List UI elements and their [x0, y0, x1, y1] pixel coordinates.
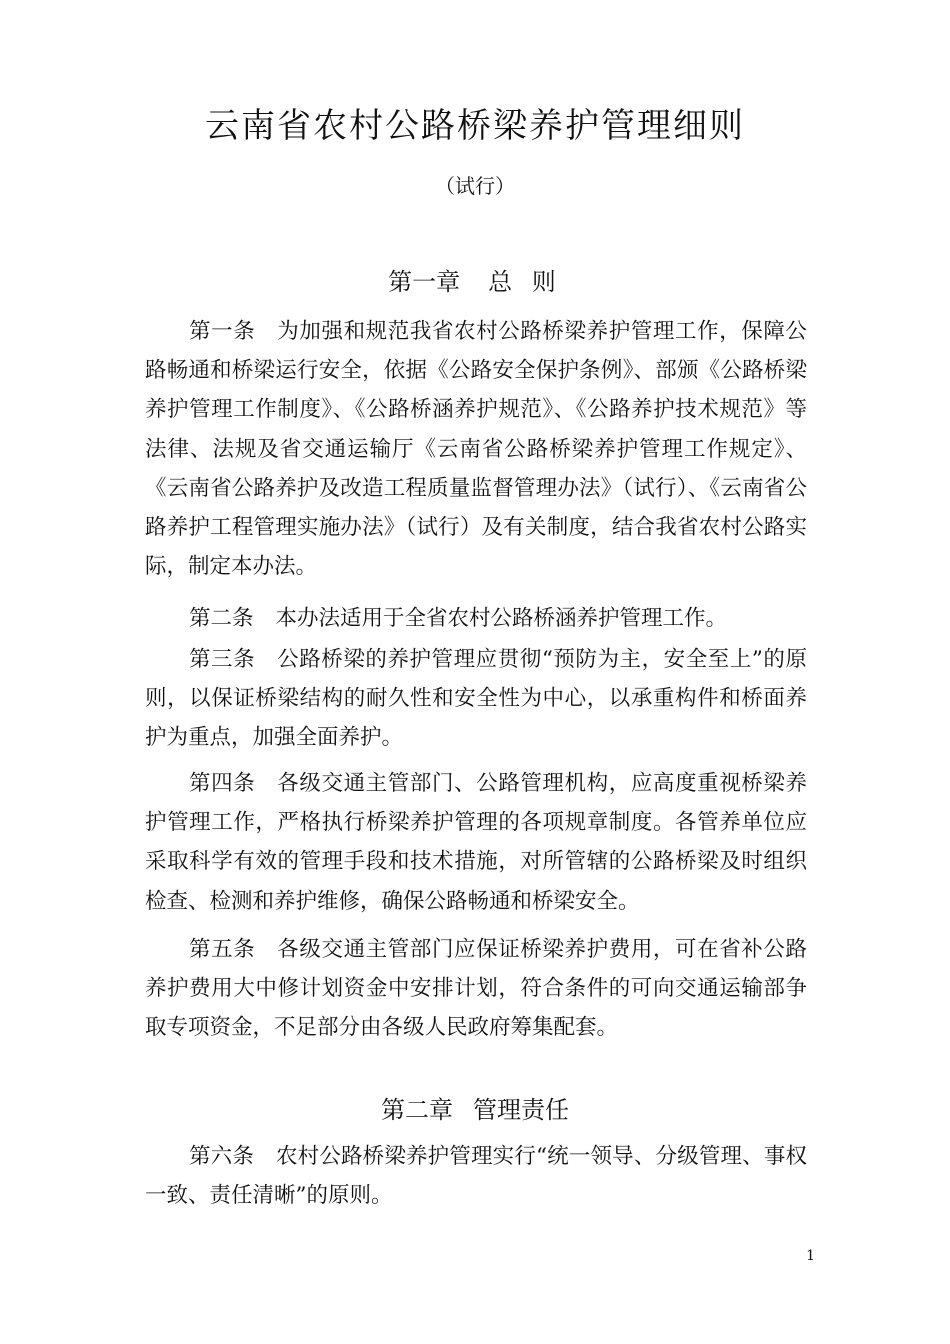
- article-6: [145, 1137, 807, 1215]
- chapter-name: 总 则: [488, 268, 562, 296]
- article-5: [145, 930, 807, 1048]
- article-number: 第四条: [189, 771, 256, 796]
- article-number: 第五条: [189, 937, 256, 962]
- article-3: [145, 640, 807, 758]
- chapter-number: 第一章: [388, 268, 461, 296]
- document-subtitle: （试行）: [435, 174, 515, 198]
- page-number: 1: [806, 1248, 815, 1264]
- article-2: [145, 599, 807, 638]
- article-text: 公路桥梁的养护管理应贯彻“预防为主，安全至上”的原则，以保证桥梁结构的耐久性和安全性为中心，以承重构件和桥面养护为重点，加强全面养护。: [145, 647, 807, 751]
- document-title: 云南省农村公路桥梁养护管理细则: [205, 106, 745, 146]
- article-1: [145, 312, 807, 586]
- article-number: 第三条: [189, 647, 256, 672]
- article-number: 第二条: [189, 606, 254, 631]
- article-text: 农村公路桥梁养护管理实行“统一领导、分级管理、事权一致、责任清晰”的原则。: [145, 1144, 807, 1209]
- article-text: 为加强和规范我省农村公路桥梁养护管理工作，保障公路畅通和桥梁运行安全，依据《公路安全保护条例》、部颁《公路桥梁养护管理工作制度》、《公路桥涵养护规范》、《公路养护技术规范》等法律、法规及省交通运输厅《云南省公路桥梁养护管理工作规定》、《云南省公路养护及改造工程质量监督管理办法》（试行）、《云南省公路养护工程管理实施办法》（试行）及有关制度，结合我省农村公路实际，制定本办法。: [145, 319, 807, 580]
- chapter-heading-1: [0, 262, 950, 302]
- article-text: 各级交通主管部门、公路管理机构，应高度重视桥梁养护管理工作，严格执行桥梁养护管理的各项规章制度。各管养单位应采取科学有效的管理手段和技术措施，对所管辖的公路桥梁及时组织检查、检测和养护维修，确保公路畅通和桥梁安全。: [145, 771, 807, 914]
- article-4: [145, 764, 807, 921]
- article-text: 各级交通主管部门应保证桥梁养护费用，可在省补公路养护费用大中修计划资金中安排计划，符合条件的可向交通运输部争取专项资金，不足部分由各级人民政府筹集配套。: [145, 937, 807, 1041]
- chapter-name: 管理责任: [473, 1096, 569, 1124]
- chapter-number: 第二章: [381, 1096, 453, 1124]
- article-number: 第一条: [189, 319, 256, 344]
- article-number: 第六条: [189, 1144, 254, 1169]
- article-text: 本办法适用于全省农村公路桥涵养护管理工作。: [275, 606, 728, 631]
- chapter-heading-2: [0, 1090, 950, 1130]
